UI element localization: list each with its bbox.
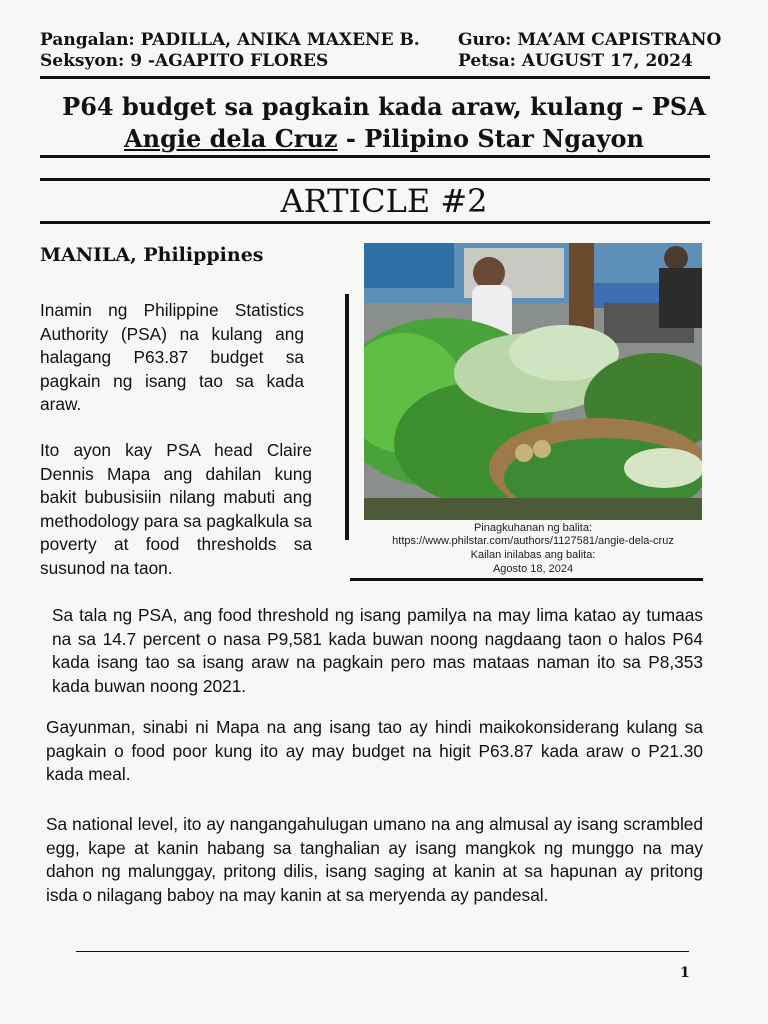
paragraph-1: Inamin ng Philippine Statistics Authority (PSA) na kulang ang halagang P63.87 budget sa pagkain ng isang tao sa kada araw. bbox=[40, 300, 304, 414]
photo-divider bbox=[350, 578, 703, 581]
date-field: Petsa: AUGUST 17, 2024 bbox=[458, 51, 693, 71]
paragraph-3: Sa tala ng PSA, ang food threshold ng isang pamilya na may lima katao ay tumaas na sa 14.7 percent o nasa P9,581 kada buwan noong nagdaang taon o halos P64 kada isang tao sa isang araw na pagkain pero mas mataas naman ito sa P8,353 kada buwan noong 2021. bbox=[52, 605, 703, 696]
article-label: ARTICLE #2 bbox=[280, 182, 488, 220]
publication-name: - Pilipino Star Ngayon bbox=[337, 124, 644, 153]
source-label: Pinagkuhanan ng balita: bbox=[473, 522, 593, 534]
student-name: Pangalan: PADILLA, ANIKA MAXENE B. bbox=[40, 30, 420, 50]
column-divider bbox=[345, 294, 349, 540]
footer-divider bbox=[76, 951, 689, 952]
release-date: Agosto 18, 2024 bbox=[492, 563, 574, 575]
author-link[interactable]: Angie dela Cruz bbox=[124, 124, 338, 153]
article-divider-top bbox=[40, 178, 710, 181]
paragraph-2: Ito ayon kay PSA head Claire Dennis Mapa ang dahilan kung bakit bubusisiin nilang mabuti ang methodology para sa pagkalkula sa poverty at food thresholds sa susunod na taon. bbox=[40, 440, 312, 578]
headline-title: P64 budget sa pagkain kada araw, kulang – PSA bbox=[62, 92, 706, 121]
market-vegetables-photo bbox=[364, 243, 702, 520]
page-number: 1 bbox=[680, 965, 690, 981]
student-section: Seksyon: 9 -AGAPITO FLORES bbox=[40, 51, 329, 71]
teacher-name: Guro: MA’AM CAPISTRANO bbox=[458, 30, 722, 50]
headline-divider-bottom bbox=[40, 155, 710, 158]
paragraph-5: Sa national level, ito ay nangangahulugan umano na ang almusal ay isang scrambled egg, kape at kanin habang sa tanghalian ay isang mangkok ng munggo na may dahon ng malunggay, pritong dilis, isang saging at kanin at sa hapunan ay pritong isda o nilagang baboy na may kanin at sa meryenda ay pandesal. bbox=[46, 814, 703, 905]
paragraph-4: Gayunman, sinabi ni Mapa na ang isang tao ay hindi maikokonsiderang kulang sa pagkain o food poor kung ito ay may budget na higit P63.87 kada araw o P21.30 kada meal. bbox=[46, 717, 703, 784]
dateline: MANILA, Philippines bbox=[40, 244, 264, 266]
article-divider-bottom bbox=[40, 221, 710, 224]
source-url[interactable]: https://www.philstar.com/authors/1127581/angie-dela-cruz bbox=[392, 535, 674, 547]
header-divider bbox=[40, 76, 710, 79]
release-label: Kailan inilabas ang balita: bbox=[470, 549, 596, 561]
headline-byline bbox=[0, 124, 768, 153]
